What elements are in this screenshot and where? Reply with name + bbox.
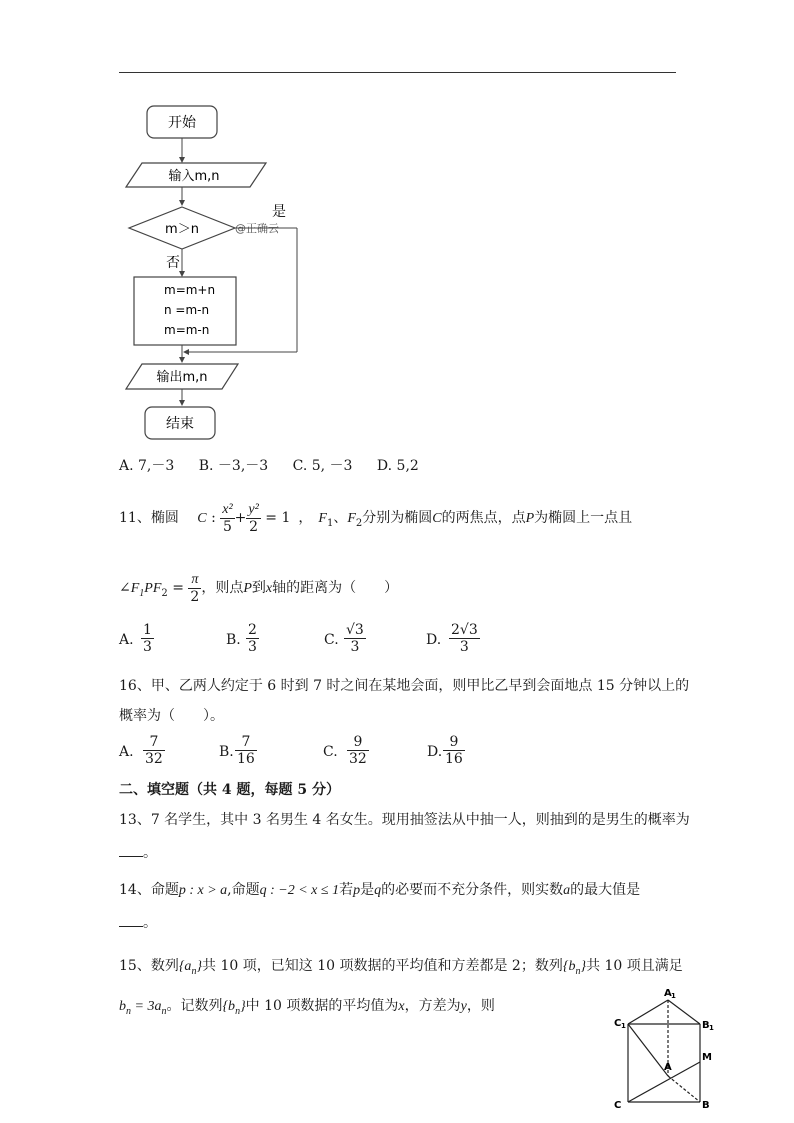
output-label: 输出m,n: [156, 370, 208, 385]
end-label: 结束: [166, 416, 194, 432]
q14-line-1: 14、命题p : x > a,命题q : −2 < x ≤ 1若p是q的必要而不充分条件，则实数a的最大值是: [119, 882, 641, 898]
no-label: 否: [166, 255, 180, 271]
process-line-3: m=m-n: [164, 323, 210, 337]
start-label: 开始: [168, 115, 196, 131]
label-A1: A: [664, 988, 672, 999]
label-A: A: [664, 1062, 672, 1073]
label-M: M: [702, 1052, 712, 1063]
q11-number: 11、椭圆: [119, 510, 179, 526]
q10-option-b: B. －3,－3: [198, 458, 269, 474]
q11-line-1: 11、椭圆 C : $\frac{\text{x²}}{5}$ + $\frac{\text{y²}}{2}$ = 1 ， $F_1$、$F_2$分别为椭圆C的两焦点，点P为椭圆上一点且: [119, 501, 633, 535]
q11-line-2: $\angle F_1PF_2$ = $\frac{\pi}{2}$ ，则点P到x轴的距离为（ ）: [119, 571, 399, 605]
input-label: 输入m,n: [168, 169, 220, 184]
label-B: B: [702, 1100, 710, 1110]
section-2-heading: 二、填空题（共 4 题，每题 5 分）: [119, 782, 340, 798]
q14-answer-blank: [119, 912, 143, 927]
frac-y2-2: $\frac{\text{y²}}{2}$: [248, 501, 259, 535]
svg-text:1: 1: [621, 1022, 626, 1030]
frac-x2-5: $\frac{\text{x²}}{5}$: [222, 501, 233, 535]
q14-line-2: 。: [119, 912, 157, 933]
q16-line-2: 概率为（ ）。: [119, 708, 224, 724]
label-B1: B: [702, 1020, 710, 1031]
watermark: @正确云: [235, 222, 279, 235]
prism-figure: [608, 984, 718, 1110]
ellipse-C: C: [197, 511, 207, 526]
q13-line-1: 13、7 名学生，其中 3 名男生 4 名女生。现用抽签法从中抽一人，则抽到的是男生的概率为: [119, 812, 690, 828]
q16-options: A. $\frac{7}{32}$ B. $\frac{7}{16}$ C. $\frac{9}{32}$ D. $\frac{9}{16}$: [119, 734, 463, 767]
svg-text:1: 1: [709, 1024, 714, 1032]
q16-line-1: 16、甲、乙两人约定于 6 时到 7 时之间在某地会面，则甲比乙早到会面地点 15 分钟以上的: [119, 678, 690, 694]
q13-answer-blank: [119, 842, 143, 857]
frac-pi-2: $\frac{\pi}{2}$: [190, 571, 200, 605]
process-line-1: m=m+n: [164, 283, 216, 297]
decision-label: m＞n: [165, 222, 199, 237]
process-line-2: n =m-n: [164, 303, 210, 317]
header-rule: [119, 72, 676, 73]
q10-options: [119, 456, 419, 476]
q15-line-1: 15、数列$\{a_n\}$共 10 项，已知这 10 项数据的平均值和方差都是 2；数列$\{b_n\}$共 10 项且满足: [119, 958, 683, 977]
yes-label: 是: [272, 204, 286, 220]
q10-option-d: D. 5,2: [376, 458, 419, 474]
label-C: C: [614, 1100, 622, 1110]
q13-line-2: 。: [119, 842, 157, 863]
flowchart: [120, 100, 320, 445]
q15-line-2: $b_n = 3a_n$。记数列$\{b_n\}$中 10 项数据的平均值为x，方差为y，则: [119, 998, 495, 1017]
label-C1: C: [614, 1018, 622, 1029]
svg-text:1: 1: [671, 992, 676, 1000]
q10-option-c: C. 5, －3: [292, 458, 353, 474]
q10-option-a: A. 7,－3: [119, 458, 175, 474]
q11-options: A. $\frac{1}{3}$ B. $\frac{2}{3}$ C. $\frac{√3}{3}$ D. $\frac{2√3}{3}$: [119, 622, 478, 655]
